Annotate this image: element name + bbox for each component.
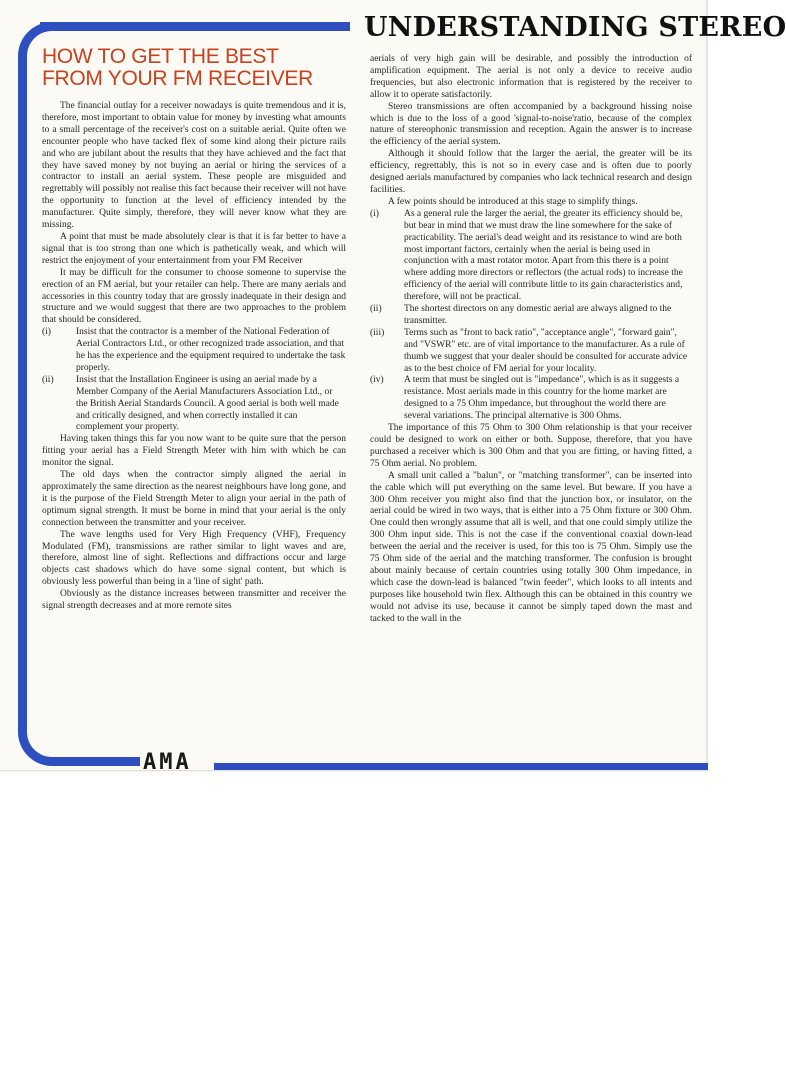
- paragraph: Having taken things this far you now want to be quite sure that the person fitting your aerial has a Field Strength Meter with him with which he can monitor the signal.: [42, 434, 346, 469]
- list-item-number: (iv): [370, 375, 384, 386]
- list-item-text: Insist that the contractor is a member of the National Federation of Aerial Contractors Ltd., or other recognized trade association, and that he has the experience and the equipment required to undertake the task properly.: [76, 327, 346, 373]
- list-item-number: (ii): [370, 304, 382, 315]
- list-item: [42, 327, 346, 375]
- page-shadow: [0, 770, 708, 772]
- paragraph: It may be difficult for the consumer to choose someone to supervise the erection of an FM aerial, but your retailer can help. There are many aerials and accessories in this country today that are grossly inadequate in their design and structure and we would suggest that there are two approaches to the problem that should be considered.: [42, 267, 346, 326]
- list-item-text: As a general rule the larger the aerial, the greater its efficiency should be, but bear in mind that we must draw the line somewhere for the sake of practicability. The aerial's dead weight and its resistance to wind are both most important factors, certainly when the aerial is being used in conjunction with a mast rotator motor. Apart from this there is a point where adding more directors or reflectors (the actual rods) to increase the efficiency of the aerial will contribute little to its gain characteristics and, therefore, will not be practical.: [404, 208, 683, 303]
- ama-logo: AMA: [143, 750, 192, 775]
- list-item-number: (ii): [42, 374, 54, 385]
- paragraph: The importance of this 75 Ohm to 300 Ohm relationship is that your receiver could be designed to work on either or both. Suppose, therefore, that you have purchased a receiver which is 300 Ohm and that you are fitting, or having fitted, a 75 Ohm aerial. No problem.: [370, 423, 692, 469]
- left-text-column: [42, 101, 346, 613]
- right-text-column: [370, 54, 692, 626]
- paragraph: A point that must be made absolutely clear is that it is far better to have a signal that is too strong than one which is pathetically weak, and which will restrict the enjoyment of your entertainment from your FM Receiver: [42, 231, 346, 266]
- list-item: [370, 328, 692, 376]
- frame-top-bar: [40, 22, 350, 31]
- paragraph: The old days when the contractor simply aligned the aerial in approximately the same direction as the nearest neighbours have long gone, and it is the purpose of the Field Strength Meter to align your aerial in the path of optimum signal strength. It must be borne in mind that your aerial is the only connection between the transmitter and your receiver.: [42, 470, 346, 528]
- paragraph: A few points should be introduced at this stage to simplify things.: [388, 196, 638, 207]
- list-item-number: (iii): [370, 327, 385, 338]
- frame-bottom-bar-right: [214, 763, 708, 770]
- paragraph: Stereo transmissions are often accompanied by a background hissing noise which is due to the loss of a good 'signal-to-noise'ratio, because of the complex nature of stereophonic transmission and reception. Again the answer is to increase the efficiency of the aerial system.: [370, 101, 692, 148]
- paragraph: Obviously as the distance increases between transmitter and receiver the signal strength decreases and at more remote sites: [42, 589, 346, 612]
- paragraph: A small unit called a "balun", or "matching transformer", can be inserted into the cable which will put everything on the same level. But beware. If you have a 300 Ohm receiver you might also find that the junction box, or insulator, on the aerial could be wired in two ways, that is either into a 75 Ohm fixture or 300 Ohm. One could then wrongly assume that all is well, and that one could simply utilize the 300 Ohm input side. This is not the case if the conventional coaxial down-lead between the aerial and the receiver is used, for this too is 75 Ohm. Simply use the 75 Ohm side of the aerial and the matching transformer. The confusion is brought about mainly because of certain countries using totally 300 Ohm impedance, in which case the down-lead is balanced "twin feeder", which looks to all intents and purposes like household twin flex. Although this can be obtained in this country we would not advise its use, because it cannot be simply taped down the mast and tacked to the wall in the: [370, 470, 692, 624]
- list-item: [42, 375, 346, 435]
- list-item-number: (i): [42, 327, 51, 338]
- paragraph: Although it should follow that the larger the aerial, the greater will be its efficiency, regrettably, this is not so in every case and is often due to poorly designed aerials manufactured by companies who lack technical research and design facilities.: [370, 149, 692, 195]
- page-edge: [706, 0, 708, 770]
- paragraph: The financial outlay for a receiver nowadays is quite tremendous and it is, therefore, most important to obtain value for money by investing what amounts to a small percentage of the receiver's cost on a suitable aerial. Quite often we encounter people who have tacked flex of some kind along their picture rails and who are jubilant about the results that they have achieved and the fact that they have saved money by not buying an aerial or hiring the services of a contractor to install an aerial system. These people are misguided and regrettably will possibly not realise this fact because their receiver will not have the opportunity to function at the level of efficiency intended by the manufacturer. Quite simply, therefore, they will never know what they are missing.: [42, 101, 346, 231]
- paragraph: aerials of very high gain will be desirable, and possibly the introduction of amplification equipment. The aerial is not only a device to receive audio frequencies, but also electronic information that is registered by the receiver to allow it to operate satisfactorily.: [370, 54, 692, 100]
- list-item-text: Terms such as "front to back ratio", "acceptance angle", "forward gain", and "VSWR" etc. are of vital importance to the manufacturer. As a rule of thumb we suggest that your dealer should be consulted for accurate advice as to the best choice of FM aerial for your locality.: [404, 327, 688, 374]
- frame-bottom-bar-left: [55, 757, 140, 766]
- list-item: [370, 304, 692, 328]
- list-item-text: The shortest directors on any domestic aerial are always aligned to the transmitter.: [404, 304, 672, 326]
- heading-line-1: HOW TO GET THE BEST: [42, 45, 279, 68]
- list-item: [370, 209, 692, 304]
- frame-left-bar: [18, 60, 27, 728]
- list-item-number: (i): [370, 208, 379, 219]
- section-banner-title: UNDERSTANDING STEREO: [364, 12, 786, 43]
- article-heading: [42, 46, 342, 90]
- list-item-text: A term that must be singled out is "impedance", which is as it suggests a resistance. Most aerials made in this country for the home market are designed to a 75 Ohm impedance, but throughout the world there are several variations. The principal alternative is 300 Ohms.: [404, 375, 680, 422]
- heading-line-2: FROM YOUR FM RECEIVER: [42, 67, 313, 90]
- list-item-text: Insist that the Installation Engineer is using an aerial made by a Member Company of the Aerial Manufacturers Association Ltd., or the British Aerial Standards Council. A good aerial is both well made and critically designed, and when correctly installed it can complement your property.: [76, 374, 339, 433]
- paragraph: The wave lengths used for Very High Frequency (VHF), Frequency Modulated (FM), transmissions are rather similar to light waves and are, therefore, almost line of sight. Reflections and diffractions occur and large objects cast shadows which do have some signal content, but which is obviously less powerful than being in a 'line of sight' path.: [42, 529, 346, 588]
- list-item: [370, 375, 692, 423]
